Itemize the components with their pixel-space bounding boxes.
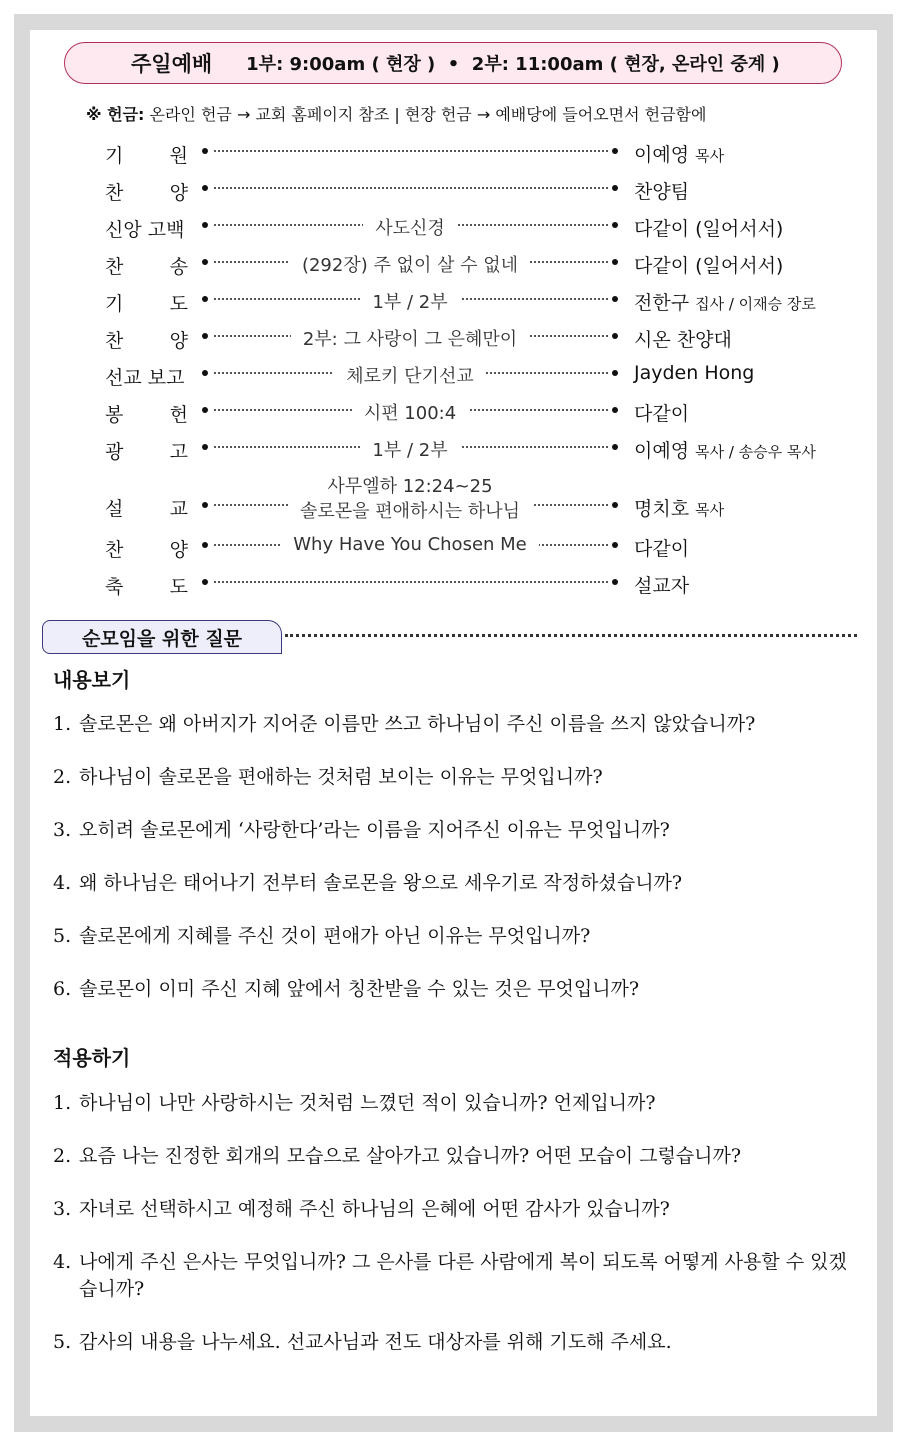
question-number: 3. — [53, 1198, 72, 1220]
bullet-dot — [202, 370, 208, 376]
order-item-title — [210, 474, 610, 524]
bullet-dot — [202, 185, 208, 191]
order-item-text: 체로키 단기선교 — [334, 366, 485, 387]
question-item — [53, 923, 853, 950]
order-label-part: 축 — [105, 576, 124, 598]
service-times: 1부: 9:00am ( 현장 ) • 2부: 11:00am ( 현장, 온라인 중계 ) — [246, 54, 780, 75]
bullet-dot — [202, 222, 208, 228]
order-leader — [634, 494, 724, 521]
order-label — [105, 363, 188, 390]
order-label-part: 양 — [169, 182, 188, 204]
order-label-part: 찬 — [105, 330, 124, 352]
bullet-dot — [202, 333, 208, 339]
question-text: 자녀로 선택하시고 예정해 주신 하나님의 은혜에 어떤 감사가 있습니까? — [79, 1198, 670, 1220]
service-title-banner — [64, 42, 842, 84]
question-item — [53, 764, 853, 791]
order-label — [105, 326, 188, 353]
order-item-title — [210, 251, 610, 277]
order-label-part: 양 — [169, 539, 188, 561]
order-label — [105, 178, 188, 205]
order-item-text: 시편 100:4 — [352, 403, 468, 424]
leader-name: 이예영 — [634, 440, 690, 462]
order-label — [105, 494, 188, 521]
order-leader — [634, 399, 689, 426]
order-row — [30, 397, 877, 427]
leader-name: 다같이 — [634, 538, 690, 560]
order-item-text: 1부 / 2부 — [360, 292, 459, 313]
order-row — [30, 476, 877, 532]
bullet-dot — [612, 579, 618, 585]
question-item — [53, 711, 853, 738]
order-item-text: Why Have You Chosen Me — [281, 534, 539, 555]
order-item-text: 1부 / 2부 — [360, 440, 459, 461]
bullet-dot — [612, 222, 618, 228]
order-label — [105, 437, 188, 464]
order-item-text: (292장) 주 없이 살 수 없네 — [290, 255, 530, 276]
order-label-part: 찬 — [105, 539, 124, 561]
apply-heading: 적용하기 — [53, 1046, 131, 1070]
leader-name: 다같이 (일어서서) — [634, 255, 784, 277]
order-leader — [634, 571, 689, 598]
leader-role: 목사 — [695, 501, 725, 519]
question-number: 2. — [53, 1145, 72, 1167]
order-label-part: 헌 — [169, 404, 188, 426]
order-item-subtitle: 솔로몬을 편애하시는 하나님 — [288, 501, 532, 522]
order-item-title — [210, 399, 610, 425]
offering-text: 온라인 헌금 → 교회 홈페이지 참조 | 현장 헌금 → 예배당에 들어오면서 헌금함에 — [144, 105, 707, 124]
dotted-leader — [214, 581, 608, 583]
order-item-text: 사무엘하 12:24~25 — [315, 476, 504, 497]
bullet-dot — [612, 259, 618, 265]
content-heading: 내용보기 — [53, 668, 131, 692]
leader-name: Jayden Hong — [634, 362, 755, 384]
order-item-title — [210, 362, 610, 388]
bullet-dot — [202, 502, 208, 508]
order-label-part: 기 — [105, 293, 124, 315]
order-label — [105, 535, 188, 562]
order-leader — [634, 288, 816, 315]
order-row — [30, 360, 877, 390]
question-text: 하나님이 나만 사랑하시는 것처럼 느꼈던 적이 있습니까? 언제입니까? — [79, 1092, 656, 1114]
offering-prefix: ※ 헌금: — [86, 105, 145, 124]
bulletin-page — [30, 30, 877, 1416]
order-label-part: 선교 보고 — [105, 367, 185, 389]
order-label-part: 찬 — [105, 182, 124, 204]
order-leader — [634, 436, 816, 463]
order-label-part: 기 — [105, 145, 124, 167]
bullet-dot — [202, 579, 208, 585]
question-item — [53, 1249, 853, 1303]
question-item — [53, 1090, 853, 1117]
bullet-dot — [612, 502, 618, 508]
bullet-dot — [202, 148, 208, 154]
order-label-part: 신앙 고백 — [105, 219, 185, 241]
order-item-title — [210, 214, 610, 240]
bullet-dot — [202, 259, 208, 265]
order-row — [30, 212, 877, 242]
question-text: 솔로몬은 왜 아버지가 지어준 이름만 쓰고 하나님이 주신 이름을 쓰지 않았습니까? — [79, 713, 756, 735]
order-row — [30, 532, 877, 562]
leader-name: 이예영 — [634, 144, 690, 166]
order-label — [105, 572, 188, 599]
order-item-text: 사도신경 — [363, 218, 457, 239]
order-label-part: 찬 — [105, 256, 124, 278]
question-item — [53, 1143, 853, 1170]
order-label-part: 봉 — [105, 404, 124, 426]
question-number: 2. — [53, 766, 72, 788]
order-item-title — [210, 288, 610, 314]
bullet-dot — [202, 444, 208, 450]
question-item — [53, 1329, 853, 1356]
order-row — [30, 138, 877, 168]
order-label-part: 설 — [105, 498, 124, 520]
bullet-dot — [612, 333, 618, 339]
bullet-dot — [612, 148, 618, 154]
order-leader — [634, 251, 783, 278]
section-title: 순모임을 위한 질문 — [81, 627, 243, 650]
section-divider — [285, 634, 857, 637]
order-leader — [634, 140, 724, 167]
leader-name: 찬양팀 — [634, 181, 690, 203]
order-item-title — [210, 436, 610, 462]
leader-role: 집사 / 이재승 장로 — [695, 295, 816, 313]
leader-name: 명치호 — [634, 498, 690, 520]
dotted-leader — [214, 187, 608, 189]
question-text: 솔로몬이 이미 주신 지혜 앞에서 칭찬받을 수 있는 것은 무엇입니까? — [79, 978, 640, 1000]
bullet-dot — [612, 370, 618, 376]
order-label-part: 송 — [169, 256, 188, 278]
order-label-part: 도 — [169, 576, 188, 598]
question-number: 3. — [53, 819, 72, 841]
order-item-title — [210, 325, 610, 351]
bullet-dot — [612, 296, 618, 302]
order-item-title — [210, 534, 610, 555]
bullet-dot — [202, 542, 208, 548]
order-row — [30, 569, 877, 599]
question-number: 5. — [53, 925, 72, 947]
bullet-dot — [202, 407, 208, 413]
question-text: 하나님이 솔로몬을 편애하는 것처럼 보이는 이유는 무엇입니까? — [79, 766, 603, 788]
service-title: 주일예배 — [131, 52, 213, 76]
leader-name: 전한구 — [634, 292, 690, 314]
section-title-tab — [42, 620, 282, 654]
order-label — [105, 141, 188, 168]
question-text: 왜 하나님은 태어나기 전부터 솔로몬을 왕으로 세우기로 작정하셨습니까? — [79, 872, 683, 894]
question-number: 1. — [53, 1092, 72, 1114]
question-item — [53, 976, 853, 1003]
bullet-dot — [612, 407, 618, 413]
question-item — [53, 870, 853, 897]
bullet-dot — [202, 296, 208, 302]
order-label — [105, 289, 188, 316]
order-row — [30, 175, 877, 205]
question-number: 6. — [53, 978, 72, 1000]
order-label-part: 도 — [169, 293, 188, 315]
offering-note — [86, 102, 706, 125]
bullet-dot — [612, 185, 618, 191]
question-text: 오히려 솔로몬에게 ‘사랑한다’라는 이름을 지어주신 이유는 무엇입니까? — [79, 819, 670, 841]
bullet-dot — [612, 444, 618, 450]
question-number: 4. — [53, 1251, 72, 1273]
leader-role: 목사 — [695, 147, 725, 165]
leader-name: 시온 찬양대 — [634, 329, 732, 351]
order-leader — [634, 325, 732, 352]
question-number: 1. — [53, 713, 72, 735]
question-text: 솔로몬에게 지혜를 주신 것이 편애가 아닌 이유는 무엇입니까? — [79, 925, 591, 947]
order-label-part: 원 — [169, 145, 188, 167]
order-row — [30, 434, 877, 464]
order-leader — [634, 177, 689, 204]
leader-name: 다같이 (일어서서) — [634, 218, 784, 240]
question-text: 감사의 내용을 나누세요. 선교사님과 전도 대상자를 위해 기도해 주세요. — [79, 1331, 672, 1353]
dotted-leader — [214, 150, 608, 152]
order-label-part: 광 — [105, 441, 124, 463]
order-item-text: 2부: 그 사랑이 그 은혜만이 — [291, 329, 529, 350]
order-row — [30, 323, 877, 353]
leader-role: 목사 / 송승우 목사 — [695, 443, 816, 461]
order-row — [30, 249, 877, 279]
order-leader — [634, 214, 783, 241]
question-item — [53, 1196, 853, 1223]
order-row — [30, 286, 877, 316]
question-text: 요즘 나는 진정한 회개의 모습으로 살아가고 있습니까? 어떤 모습이 그렇습니까? — [79, 1145, 742, 1167]
order-label — [105, 215, 188, 242]
order-label — [105, 400, 188, 427]
leader-name: 설교자 — [634, 575, 690, 597]
order-label-part: 양 — [169, 330, 188, 352]
question-number: 5. — [53, 1331, 72, 1353]
question-number: 4. — [53, 872, 72, 894]
order-leader — [634, 362, 754, 384]
order-label-part: 고 — [169, 441, 188, 463]
order-leader — [634, 534, 689, 561]
question-text: 나에게 주신 은사는 무엇입니까? 그 은사를 다른 사람에게 복이 되도록 어떻게 사용할 수 있겠습니까? — [79, 1251, 847, 1300]
leader-name: 다같이 — [634, 403, 690, 425]
order-label-part: 교 — [169, 498, 188, 520]
order-label — [105, 252, 188, 279]
bullet-dot — [612, 542, 618, 548]
question-item — [53, 817, 853, 844]
